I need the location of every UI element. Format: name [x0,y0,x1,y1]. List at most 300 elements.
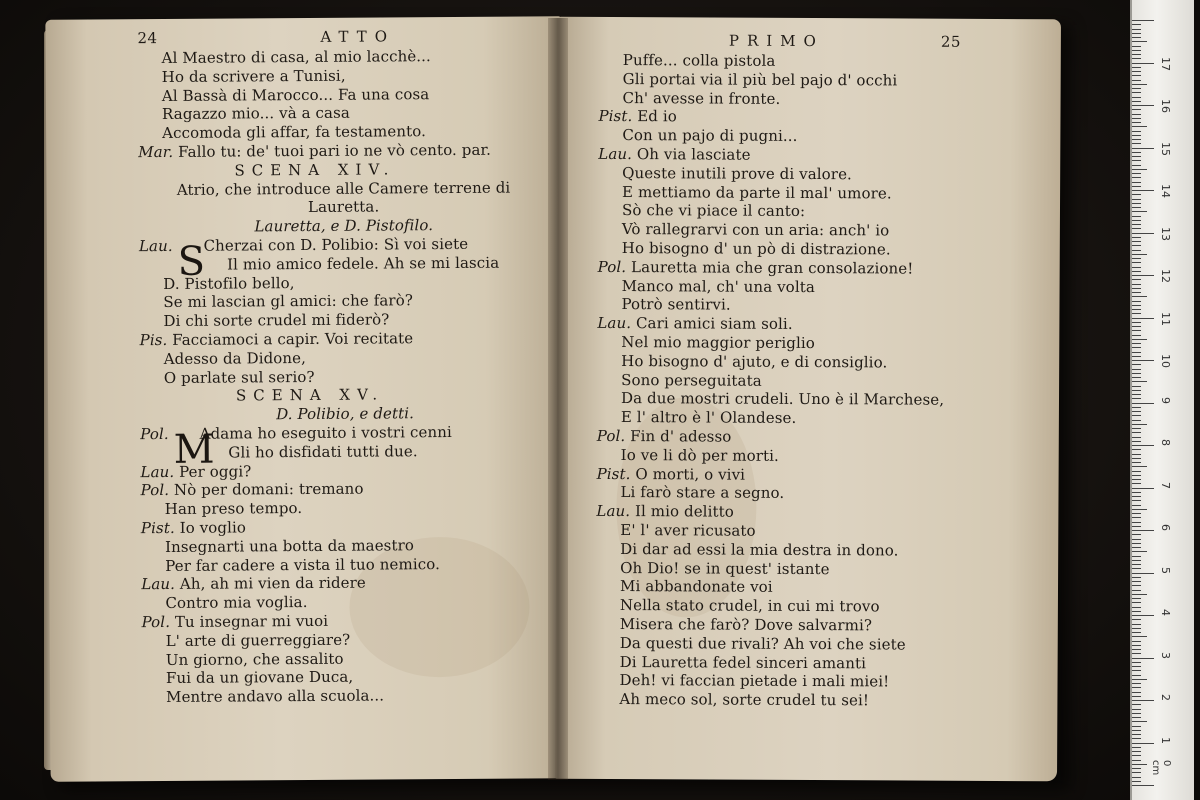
ruler-tick [1132,743,1154,744]
verse-text: Cari amici siam soli. [635,314,793,334]
verse-text: O morti, o vivi [635,464,746,484]
verse-text: Al Maestro di casa, al mio lacchè... [161,47,431,67]
verse-text: Ho bisogno d' ajuto, e di consiglio. [621,351,888,372]
ruler-tick [1132,530,1154,531]
text-line [598,201,1038,222]
ruler-tick [1132,347,1141,348]
ruler-tick [1132,475,1141,476]
ruler-tick [1132,534,1141,535]
text-line [595,671,1035,692]
ruler-tick [1132,764,1147,765]
text-line [597,464,1037,485]
ruler-tick [1132,573,1154,574]
speaker-name: Pist. [140,518,175,538]
ruler-tick [1132,547,1141,548]
stage-setting: Atrio, che introduce alle Camere terrene di [176,178,511,199]
verse-text: Oh via lasciate [636,145,751,164]
ruler-tick [1132,67,1141,68]
verse-text: Di dar ad essi la mia destra in dono. [620,539,899,560]
ruler-tick [1132,760,1141,761]
verse-text: Da due mostri crudeli. Uno è il Marchese, [620,389,945,410]
ruler-tick [1132,41,1147,42]
ruler-tick [1132,692,1141,693]
ruler-number: 14 [1159,184,1172,198]
verse-text: Lauretta mia che gran consolazione! [631,257,914,278]
verse-text: Manco mal, ch' una volta [621,276,815,296]
verse-text: Ah meco sol, sorte crudel tu sei! [619,690,870,710]
ruler-tick [1132,721,1147,722]
text-line [597,314,1037,335]
verse-text: Fallo tu: de' tuoi pari io ne vò cento. par. [178,140,492,161]
ruler-tick [1132,258,1141,259]
left-page-text [138,46,553,707]
ruler-tick [1132,407,1141,408]
ruler-tick [1132,500,1141,501]
verse-text: Adama ho eseguito i vostri cenni [199,422,452,443]
ruler-tick [1132,751,1141,752]
ruler-tick [1132,424,1147,425]
ruler-tick [1132,509,1147,510]
speaker-name: Pol. [140,424,169,444]
text-line [598,220,1038,241]
ruler-tick [1132,615,1154,616]
ruler-tick [1132,279,1141,280]
verse-text: Nella stato crudel, in cui mi trovo [619,596,880,616]
ruler-tick [1132,632,1141,633]
speaker-name: Pol. [140,481,170,500]
ruler-tick [1132,662,1141,663]
text-line [138,140,548,162]
right-page [555,17,1061,782]
right-page-text [595,51,1038,711]
ruler-tick [1132,466,1147,467]
ruler-number: 11 [1159,311,1172,326]
ruler-tick [1132,356,1141,357]
ruler-tick [1132,313,1141,314]
speaker-name: Lau. [598,144,633,164]
ruler-tick [1132,568,1141,569]
ruler-tick [1132,97,1141,98]
verse-text: Ed io [637,107,677,126]
text-line [596,540,1036,561]
ruler-number: 13 [1159,226,1172,241]
verse-text: E l' altro è l' Olandese. [620,408,797,428]
ruler-tick [1132,245,1141,246]
verse-text: Io voglio [179,518,247,537]
text-line [596,634,1036,655]
speaker-name: Pol. [141,612,171,632]
verse-text: Misera che farò? Dove salvarmi? [619,614,873,635]
text-line [597,446,1037,467]
verse-text: Adesso da Didone, [163,348,307,368]
verse-text: Con un pajo di pugni... [622,126,798,146]
speaker-name: Pis. [139,330,168,350]
ruler-tick [1132,577,1141,578]
ruler-tick [1132,649,1141,650]
ruler-number: 9 [1159,396,1172,404]
ruler-tick [1132,505,1141,506]
ruler-tick [1132,619,1141,620]
verse-text: Di chi sorte crudel mi fiderò? [163,310,390,331]
verse-text: Queste inutili prove di valore. [622,163,852,184]
text-line [598,239,1038,260]
ruler-tick [1132,203,1141,204]
ruler-tick [1132,267,1141,268]
ruler-tick [1132,441,1141,442]
ruler-tick [1132,305,1141,306]
ruler-tick [1132,373,1141,374]
running-head-left: ATTO [320,27,396,46]
ruler-tick [1132,777,1141,778]
drop-cap: M [173,426,215,473]
speaker-name: Lau. [596,502,631,521]
ruler-tick [1132,679,1147,680]
ruler-tick [1132,296,1147,297]
ruler-tick [1132,594,1147,595]
verse-text: Ch' avesse in fronte. [622,88,781,108]
ruler-number: 17 [1159,56,1172,71]
ruler-tick [1132,683,1141,684]
ruler-tick [1132,233,1154,234]
verse-text: Fui da un giovane Duca, [165,667,354,688]
ruler-tick [1132,63,1154,64]
stage-direction: D. Polibio, e detti. [276,404,415,424]
ruler-tick [1132,224,1141,225]
verse-text: Ho da scrivere a Tunisi, [161,66,346,86]
ruler-number: 5 [1159,566,1172,574]
ruler-tick [1132,645,1141,646]
ruler-tick [1132,445,1154,446]
ruler-tick [1132,165,1141,166]
text-line [596,577,1036,598]
running-head-right: PRIMO [728,31,824,51]
ruler-tick [1132,670,1141,671]
ruler-tick [1132,560,1141,561]
ruler-tick [1132,543,1141,544]
ruler-tick [1132,738,1141,739]
ruler-tick [1132,454,1141,455]
ruler-tick [1132,254,1147,255]
ruler-tick [1132,420,1141,421]
ruler-tick [1132,585,1141,586]
ruler-tick [1132,658,1154,659]
ruler-tick [1132,517,1141,518]
ruler-tick [1132,241,1141,242]
ruler-tick [1132,126,1147,127]
ruler-tick [1132,88,1141,89]
verse-text: Fin d' adesso [630,427,732,446]
ruler-number: 2 [1159,694,1172,701]
ruler-tick [1132,772,1141,773]
text-line [596,483,1036,504]
text-line [599,88,1039,109]
ruler-number: 3 [1159,651,1172,659]
text-line [598,276,1038,297]
ruler-number: 8 [1159,439,1172,446]
ruler-tick [1132,271,1141,272]
verse-text: Potrò sentirvi. [621,295,731,314]
ruler-tick [1132,50,1141,51]
ruler-tick [1132,398,1141,399]
ruler-number: 16 [1159,99,1172,113]
ruler-tick [1132,488,1154,489]
ruler-tick [1132,713,1141,714]
speaker-name: Mar. [138,142,174,162]
ruler-tick [1132,369,1141,370]
verse-text: Ah, ah mi vien da ridere [179,573,366,594]
ruler-tick [1132,564,1141,565]
text-line [599,70,1039,91]
text-line [597,389,1037,410]
ruler-tick [1132,207,1141,208]
verse-text: Un giorno, che assalito [165,649,344,669]
ruler-tick [1132,386,1141,387]
ruler-tick [1132,551,1147,552]
text-line [597,427,1037,448]
scene-heading: SCENA XV. [235,385,385,405]
ruler-tick [1132,275,1154,276]
ruler-tick [1132,403,1154,404]
text-line [598,258,1038,279]
ruler-tick [1132,704,1141,705]
ruler-tick [1132,526,1141,527]
text-line [598,107,1038,128]
ruler-tick [1132,390,1141,391]
ruler-tick [1132,611,1141,612]
ruler-tick [1132,377,1141,378]
ruler-tick [1132,131,1141,132]
ruler-tick [1132,483,1141,484]
stage-direction: Lauretta, e D. Pistofilo. [254,216,434,236]
ruler-tick [1132,381,1147,382]
verse-text: Mi abbandonate voi [619,577,773,597]
ruler-tick [1132,687,1141,688]
verse-text: Gli ho disfidati tutti due. [228,441,418,462]
ruler-tick [1132,292,1141,293]
ruler-tick [1132,785,1154,786]
ruler-tick [1132,122,1141,123]
text-line [596,558,1036,579]
ruler-tick [1132,143,1141,144]
verse-text: Gli portai via il più bel pajo d' occhi [622,69,898,90]
ruler-unit: 0 cm [1150,760,1172,776]
speaker-name: Pol. [596,426,626,445]
ruler-tick [1132,781,1141,782]
ruler-tick [1132,173,1141,174]
speaker-name: Lau. [140,462,175,481]
ruler-tick [1132,747,1141,748]
ruler-tick [1132,696,1141,697]
ruler-tick [1132,228,1141,229]
ruler-number: 6 [1159,524,1172,531]
ruler-tick [1132,471,1141,472]
ruler-tick [1132,330,1141,331]
verse-text: L' arte di guerreggiare? [165,630,351,650]
ruler-tick [1132,262,1141,263]
text-line [597,352,1037,373]
speaker-name: Lau. [138,236,173,256]
measuring-ruler [1130,0,1194,800]
verse-text: Vò rallegrarvi con un aria: anch' io [621,220,890,240]
ruler-tick [1132,105,1154,106]
verse-text: Nel mio maggior periglio [621,332,815,352]
text-line [598,182,1038,203]
ruler-tick [1132,160,1141,161]
verse-text: Ho bisogno d' un pò di distrazione. [621,238,891,259]
verse-text: Facciamoci a capir. Voi recitate [172,329,414,349]
ruler-tick [1132,92,1141,93]
ruler-tick [1132,101,1141,102]
verse-text: Per far cadere a vista il tuo nemico. [165,554,440,575]
ruler-tick [1132,80,1141,81]
verse-text: Se mi lascian gl amici: che farò? [163,291,414,312]
ruler-tick [1132,46,1141,47]
ruler-number: 12 [1159,269,1172,283]
text-line [596,521,1036,542]
ruler-tick [1132,513,1141,514]
drop-cap: S [177,238,206,285]
verse-text: Accomoda gli affar, fa testamento. [162,122,427,143]
verse-text: Sono perseguitata [621,370,762,390]
ruler-tick [1132,458,1141,459]
ruler-tick [1132,33,1141,34]
ruler-tick [1132,602,1141,603]
ruler-tick [1132,462,1141,463]
text-line [597,333,1037,354]
ruler-tick [1132,415,1141,416]
text-line [597,370,1037,391]
ruler-tick [1132,114,1141,115]
ruler-tick [1132,492,1141,493]
ruler-tick [1132,322,1141,323]
ruler-tick [1132,607,1141,608]
ruler-tick [1132,37,1141,38]
ruler-tick [1132,437,1141,438]
verse-text: Per oggi? [179,461,252,481]
ruler-tick [1132,301,1141,302]
left-page [45,16,565,782]
text-line [596,502,1036,523]
ruler-tick [1132,194,1141,195]
verse-text: Il mio amico fedele. Ah se mi lascia [226,253,500,274]
ruler-tick [1132,364,1141,365]
ruler-tick [1132,730,1141,731]
ruler-tick [1132,411,1141,412]
ruler-tick [1132,768,1141,769]
ruler-tick [1132,118,1141,119]
ruler-number: 4 [1159,609,1172,616]
ruler-tick [1132,496,1141,497]
ruler-tick [1132,318,1154,319]
verse-text: Di Lauretta fedel sinceri amanti [619,652,867,672]
ruler-tick [1132,250,1141,251]
speaker-name: Pist. [596,464,631,483]
ruler-tick [1132,109,1141,110]
ruler-tick [1132,24,1141,25]
ruler-tick [1132,360,1154,361]
ruler-tick [1132,288,1141,289]
text-line [599,51,1039,72]
verse-text: Contro mia voglia. [165,593,308,613]
verse-text: Da questi due rivali? Ah voi che siete [619,633,906,654]
ruler-tick [1132,309,1141,310]
text-line [596,615,1036,636]
ruler-tick [1132,177,1141,178]
speaker-name: Pist. [598,107,633,126]
page-number-right: 25 [940,32,962,51]
ruler-tick [1132,432,1141,433]
ruler-tick [1132,135,1141,136]
ruler-tick [1132,148,1154,149]
ruler-tick [1132,624,1141,625]
ruler-tick [1132,156,1141,157]
ruler-tick [1132,84,1147,85]
ruler-tick [1132,58,1141,59]
ruler-tick [1132,182,1141,183]
text-line [597,408,1037,429]
ruler-tick [1132,54,1141,55]
ruler-tick [1132,479,1141,480]
speaker-name: Lau. [597,314,632,333]
text-line [598,126,1038,147]
ruler-tick [1132,237,1141,238]
page-number-left: 24 [137,29,158,48]
ruler-tick [1132,726,1141,727]
verse-text: E mettiamo da parte il mal' umore. [622,182,892,203]
ruler-tick [1132,20,1154,21]
verse-text: Puffe... colla pistola [622,51,776,70]
verse-text: O parlate sul serio? [163,367,315,387]
verse-text: Io ve li dò per morti. [620,445,780,465]
text-line [595,690,1035,711]
verse-text: Sò che vi piace il canto: [621,201,806,221]
ruler-tick [1132,556,1141,557]
ruler-tick [1132,335,1141,336]
ruler-tick [1132,190,1154,191]
ruler-tick [1132,628,1141,629]
ruler-tick [1132,581,1141,582]
ruler-tick [1132,709,1141,710]
ruler-number: 15 [1159,141,1172,156]
speaker-name: Pol. [597,257,627,276]
ruler-number: 1 [1159,736,1172,744]
verse-text: Il mio delitto [634,502,734,521]
verse-text: Li farò stare a segno. [620,483,785,503]
ruler-number: 10 [1159,354,1172,368]
ruler-number: 7 [1159,481,1172,489]
ruler-tick [1132,755,1141,756]
ruler-tick [1132,169,1147,170]
ruler-tick [1132,717,1141,718]
ruler-tick [1132,211,1147,212]
ruler-tick [1132,139,1141,140]
ruler-tick [1132,352,1141,353]
ruler-tick [1132,29,1141,30]
verse-text: Han preso tempo. [164,499,303,519]
verse-text: Oh Dio! se in quest' istante [620,558,830,578]
ruler-tick [1132,700,1154,701]
text-line [597,295,1037,316]
ruler-tick [1132,666,1141,667]
ruler-tick [1132,636,1147,637]
ruler-tick [1132,75,1141,76]
ruler-tick [1132,394,1141,395]
verse-text: E' l' aver ricusato [620,520,756,540]
ruler-tick [1132,186,1141,187]
ruler-tick [1132,284,1141,285]
ruler-tick [1132,522,1141,523]
verse-text: Tu insegnar mi vuoi [174,611,329,631]
